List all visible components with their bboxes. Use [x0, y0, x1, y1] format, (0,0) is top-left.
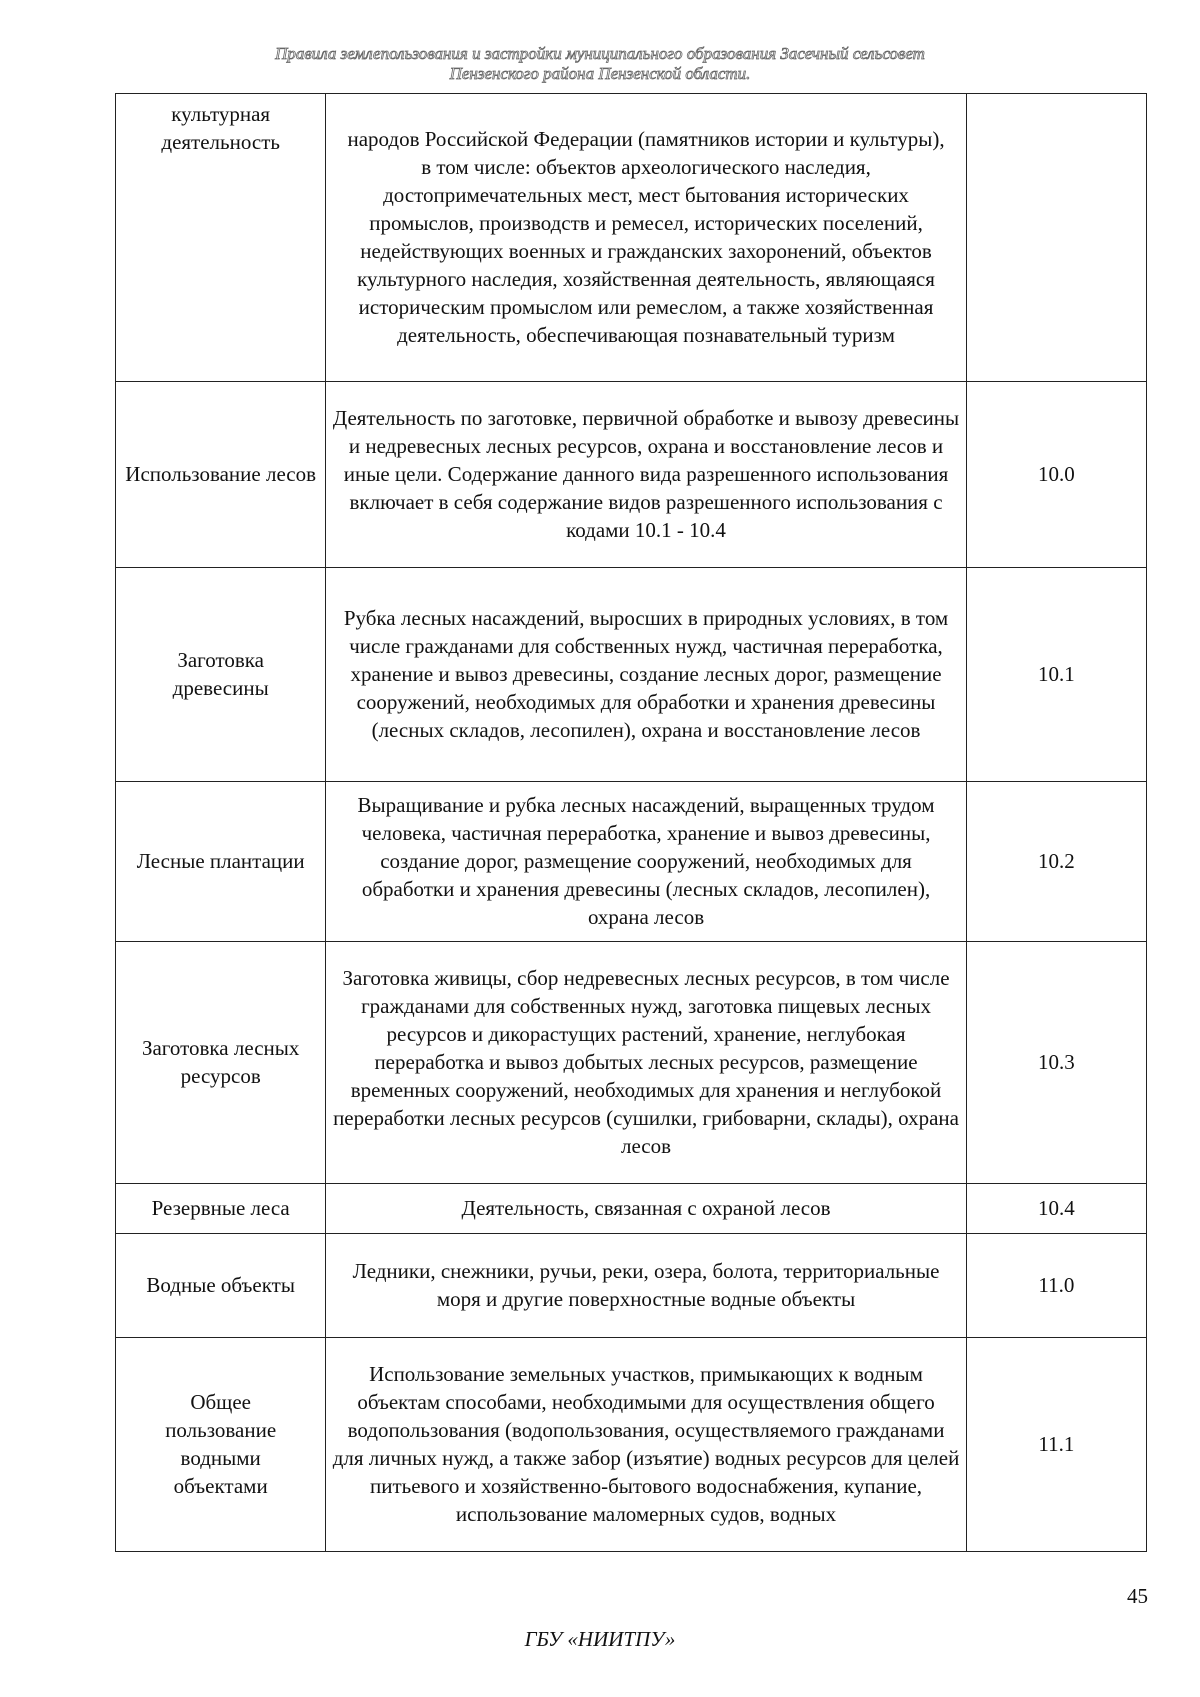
running-header-line-2: Пензенского района Пензенской области.	[449, 64, 751, 83]
use-type-name: Использование лесов	[116, 382, 326, 568]
table-row	[116, 1338, 1147, 1552]
use-type-description: Заготовка живицы, сбор недревесных лесных ресурсов, в том числе гражданами для собственных нужд, заготовка пищевых лесных ресурсов и дикорастущих растений, хранение, неглубокая переработка и вывоз добытых лесных ресурсов, размещение временных сооружений, необходимых для хранения и неглубокой переработки лесных ресурсов (сушилки, грибоварни, склады), охрана лесов	[326, 942, 966, 1184]
use-type-name: Лесные плантации	[116, 782, 326, 942]
use-type-description: Выращивание и рубка лесных насаждений, выращенных трудом человека, частичная переработка, хранение и вывоз древесины, создание дорог, размещение сооружений, необходимых для обработки и хранения древесины (лесных складов, лесопилен), охрана лесов	[326, 782, 966, 942]
use-type-code: 10.3	[966, 942, 1146, 1184]
use-type-name: культурная деятельность	[116, 94, 326, 382]
land-use-table	[115, 93, 1147, 1552]
use-type-name: Водные объекты	[116, 1234, 326, 1338]
use-type-description: Деятельность по заготовке, первичной обработке и вывозу древесины и недревесных лесных ресурсов, охрана и восстановление лесов и иные цели. Содержание данного вида разрешенного использования включает в себя содержание видов разрешенного использования с кодами 10.1 - 10.4	[326, 382, 966, 568]
use-type-code: 11.1	[966, 1338, 1146, 1552]
use-type-description: Рубка лесных насаждений, выросших в природных условиях, в том числе гражданами для собственных нужд, частичная переработка, хранение и вывоз древесины, создание лесных дорог, размещение сооружений, необходимых для обработки и хранения древесины (лесных складов, лесопилен), охрана и восстановление лесов	[326, 568, 966, 782]
use-type-code	[966, 94, 1146, 382]
page-footer: ГБУ «НИИТПУ»	[524, 1627, 676, 1651]
table-row	[116, 382, 1147, 568]
use-type-code: 10.1	[966, 568, 1146, 782]
use-type-name: Заготовка древесины	[116, 568, 326, 782]
use-type-code: 10.0	[966, 382, 1146, 568]
use-type-code: 10.4	[966, 1184, 1146, 1234]
table-row	[116, 94, 1147, 382]
table-row	[116, 782, 1147, 942]
use-type-description: Ледники, снежники, ручьи, реки, озера, болота, территориальные моря и другие поверхностные водные объекты	[326, 1234, 966, 1338]
use-type-name: Резервные леса	[116, 1184, 326, 1234]
use-type-code: 11.0	[966, 1234, 1146, 1338]
table-row	[116, 568, 1147, 782]
table-row	[116, 1184, 1147, 1234]
use-type-code: 10.2	[966, 782, 1146, 942]
use-type-description: Использование земельных участков, примыкающих к водным объектам способами, необходимыми для осуществления общего водопользования (водопользования, осуществляемого гражданами для личных нужд, а также забор (изъятие) водных ресурсов для целей питьевого и хозяйственно-бытового водоснабжения, купание, использование маломерных судов, водных	[326, 1338, 966, 1552]
table-row	[116, 1234, 1147, 1338]
running-header	[0, 44, 1200, 84]
use-type-name: Заготовка лесных ресурсов	[116, 942, 326, 1184]
running-header-line-1: Правила землепользования и застройки муниципального образования Засечный сельсовет	[275, 44, 925, 63]
use-type-description: Деятельность, связанная с охраной лесов	[326, 1184, 966, 1234]
page-number: 45	[1127, 1584, 1148, 1608]
table-row	[116, 942, 1147, 1184]
use-type-name: Общее пользование водными объектами	[116, 1338, 326, 1552]
use-type-description: народов Российской Федерации (памятников истории и культуры), в том числе: объектов археологического наследия, достопримечательных мест, мест бытования исторических промыслов, производств и ремесел, исторических поселений, недействующих военных и гражданских захоронений, объектов культурного наследия, хозяйственная деятельность, являющаяся историческим промыслом или ремеслом, а также хозяйственная деятельность, обеспечивающая познавательный туризм	[326, 94, 966, 382]
